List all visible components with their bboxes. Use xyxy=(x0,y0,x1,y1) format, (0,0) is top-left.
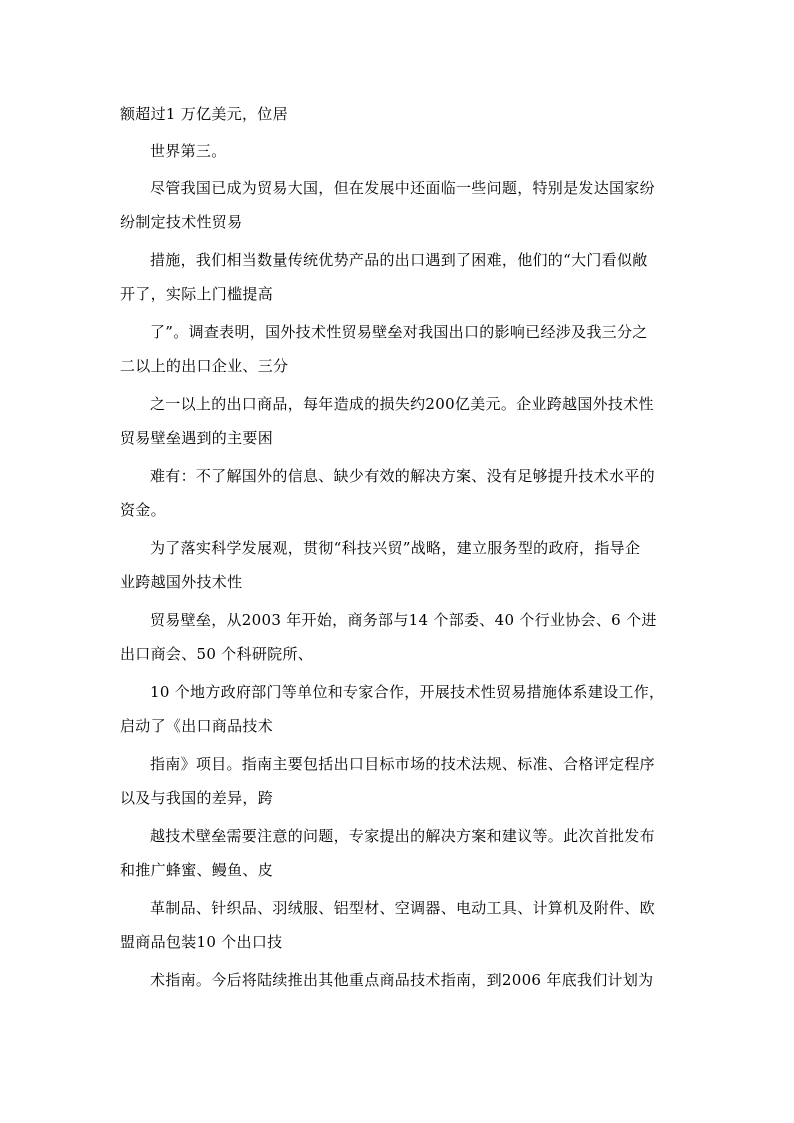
text-line: 二以上的出口企业、三分 xyxy=(120,357,289,375)
text-line: 业跨越国外技术性 xyxy=(120,573,243,591)
text-line: 尽管我国已成为贸易大国，但在发展中还面临一些问题，特别是发达国家纷 xyxy=(150,179,655,197)
text-line: 之一以上的出口商品，每年造成的损失约200亿美元。企业跨越国外技术性 xyxy=(150,395,654,413)
text-line: 了”。调查表明，国外技术性贸易壁垒对我国出口的影响已经涉及我三分之 xyxy=(150,323,648,341)
text-line: 措施，我们相当数量传统优势产品的出口遇到了困难，他们的“大门看似敞 xyxy=(150,251,648,269)
text-line: 革制品、针织品、羽绒服、铝型材、空调器、电动工具、计算机及附件、欧 xyxy=(150,899,655,917)
text-line: 贸易壁垒遇到的主要困 xyxy=(120,429,274,447)
text-line: 世界第三。 xyxy=(150,142,227,160)
text-line: 额超过1 万亿美元，位居 xyxy=(120,105,288,123)
text-line: 和推广蜂蜜、鳗鱼、皮 xyxy=(120,861,274,879)
text-line: 以及与我国的差异，跨 xyxy=(120,789,274,807)
text-line: 术指南。今后将陆续推出其他重点商品技术指南，到2006 年底我们计划为 xyxy=(150,971,654,989)
text-line: 越技术壁垒需要注意的问题，专家提出的解决方案和建议等。此次首批发布 xyxy=(150,827,655,845)
text-line: 启动了《出口商品技术 xyxy=(120,717,274,735)
text-line: 出口商会、50 个科研院所、 xyxy=(120,645,314,663)
text-line: 资金。 xyxy=(120,501,166,519)
text-line: 10 个地方政府部门等单位和专家合作，开展技术性贸易措施体系建设工作， xyxy=(150,683,665,701)
text-line: 盟商品包装10 个出口技 xyxy=(120,933,283,951)
text-line: 难有：不了解国外的信息、缺少有效的解决方案、没有足够提升技术水平的 xyxy=(150,467,655,485)
text-line: 开了，实际上门槛提高 xyxy=(120,285,274,303)
text-line: 纷制定技术性贸易 xyxy=(120,213,243,231)
text-line: 指南》项目。指南主要包括出口目标市场的技术法规、标准、合格评定程序 xyxy=(150,755,655,773)
text-line: 为了落实科学发展观，贯彻“科技兴贸”战略，建立服务型的政府，指导企 xyxy=(150,539,641,557)
text-line: 贸易壁垒，从2003 年开始，商务部与14 个部委、40 个行业协会、6 个进 xyxy=(150,611,657,629)
